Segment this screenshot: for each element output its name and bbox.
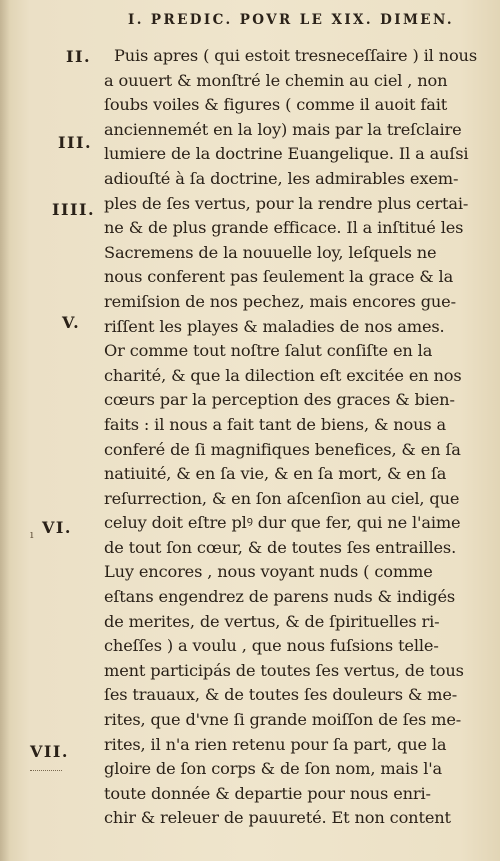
text-line: conferé de ſi magnifiques benefices, & en ſa xyxy=(104,439,461,459)
marginal-rule xyxy=(30,770,62,771)
text-line: a ouuert & monſtré le chemin au ciel , non xyxy=(104,70,448,90)
text-line: nous conferent pas ſeulement la grace & la xyxy=(104,267,454,287)
marginal-number-ii: II. xyxy=(66,47,92,66)
marginal-number-iii: III. xyxy=(58,133,93,152)
text-line: Puis apres ( qui estoit tresneceſſaire ) il nous xyxy=(114,46,477,65)
running-head: I. PREDIC. POVR LE XIX. DIMEN. xyxy=(128,12,454,28)
text-line: riſſent les playes & maladies de nos ames. xyxy=(104,316,445,336)
page-gutter-shadow xyxy=(0,0,10,861)
text-line: remiſsion de nos pechez, mais encores gue- xyxy=(104,291,456,311)
text-line: ſes trauaux, & de toutes ſes douleurs & me- xyxy=(104,685,458,705)
text-line: faits : il nous a fait tant de biens, & nous a xyxy=(104,414,447,434)
marginal-number-iiii: IIII. xyxy=(52,200,96,219)
text-line: natiuité, & en ſa vie, & en ſa mort, & en ſa xyxy=(104,464,447,484)
text-line: anciennemét en la loy) mais par la treſclaire xyxy=(104,119,462,139)
text-line: de tout ſon cœur, & de toutes ſes entrailles. xyxy=(104,537,457,557)
text-line: gloire de ſon corps & de ſon nom, mais l'a xyxy=(104,759,443,779)
text-line: reſurrection, & en ſon aſcenſion au ciel, que xyxy=(104,488,460,508)
text-line: rites, il n'a rien retenu pour ſa part, que la xyxy=(104,734,447,754)
marginal-number-v: V. xyxy=(62,313,81,332)
marginal-number-vii: VII. xyxy=(30,742,69,761)
text-line: rites, que d'vne ſi grande moiſſon de ſes me- xyxy=(104,710,462,730)
text-line: charité, & que la dilection eſt excitée en nos xyxy=(104,365,462,385)
text-line: adiouſté à ſa doctrine, les admirables exem- xyxy=(104,168,459,188)
text-line: cheſſes ) a voulu , que nous fuſsions telle- xyxy=(104,636,439,656)
text-line: lumiere de la doctrine Euangelique. Il a auſsi xyxy=(104,144,469,164)
text-line: chir & releuer de pauureté. Et non content xyxy=(104,808,451,828)
text-line: de merites, de vertus, & de ſpirituelles ri- xyxy=(104,611,440,631)
marginal-number-vi: VI. xyxy=(42,518,72,537)
text-line: ſoubs voiles & figures ( comme il auoit fait xyxy=(104,95,448,115)
text-line: ment participás de toutes ſes vertus, de tous xyxy=(104,660,464,680)
text-line: Or comme tout noſtre ſalut conſiſte en la xyxy=(104,341,433,361)
text-line: Luy encores , nous voyant nuds ( comme xyxy=(104,562,433,582)
text-line: toute donnée & departie pour nous enri- xyxy=(104,783,431,803)
marginal-mark-vi: ı xyxy=(30,528,34,541)
body-text xyxy=(104,44,482,831)
text-line: cœurs par la perception des graces & bien- xyxy=(104,390,455,410)
text-line: ples de ſes vertus, pour la rendre plus certai- xyxy=(104,193,469,213)
text-line: eſtans engendrez de parens nuds & indigés xyxy=(104,587,456,607)
text-line: ne & de plus grande efficace. Il a inſtitué les xyxy=(104,218,464,238)
text-line: celuy doit eſtre plꝰ dur que fer, qui ne l'aime xyxy=(104,513,461,533)
text-line: Sacremens de la nouuelle loy, leſquels ne xyxy=(104,242,437,262)
